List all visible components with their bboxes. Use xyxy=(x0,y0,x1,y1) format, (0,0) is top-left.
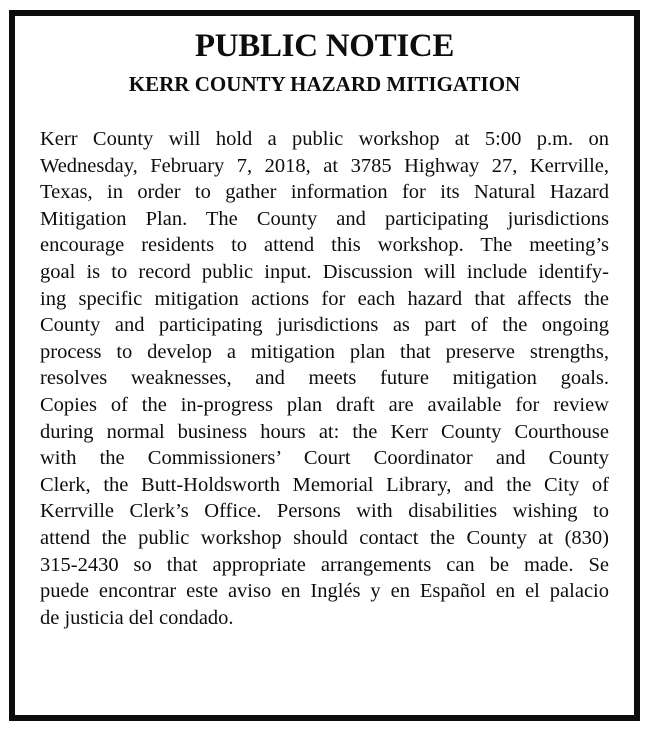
notice-body-line: goal is to record public input. Discussion will include identify- xyxy=(40,260,609,283)
notice-body-line: process to develop a mitigation plan that preserve strengths, xyxy=(40,340,609,363)
notice-body-line: during normal business hours at: the Kerr County Courthouse xyxy=(40,420,609,443)
notice-body-line: Kerr County will hold a public workshop at 5:00 p.m. on xyxy=(40,128,609,150)
notice-body-line: puede encontrar este aviso en Inglés y en Español en el palacio xyxy=(40,580,609,603)
notice-body-line: de justicia del condado. xyxy=(40,606,234,629)
public-notice-box xyxy=(9,10,640,721)
notice-body-line: encourage residents to attend this workshop. The meeting’s xyxy=(40,234,609,257)
notice-body-line: Kerrville Clerk’s Office. Persons with disabilities wishing to xyxy=(40,500,609,523)
notice-body-line: Clerk, the Butt-Holdsworth Memorial Library, and the City of xyxy=(40,473,609,496)
notice-body-line: Texas, in order to gather information for its Natural Hazard xyxy=(40,181,609,204)
notice-subtitle: KERR COUNTY HAZARD MITIGATION xyxy=(128,72,521,96)
notice-body-line: ing specific mitigation actions for each hazard that affects the xyxy=(40,287,609,310)
notice-body-line: attend the public workshop should contact the County at (830) xyxy=(40,526,609,549)
notice-body-line: 315-2430 so that appropriate arrangements can be made. Se xyxy=(40,553,609,576)
notice-body-line: Mitigation Plan. The County and participating jurisdictions xyxy=(40,207,609,230)
notice-body-line: resolves weaknesses, and meets future mitigation goals. xyxy=(40,367,609,390)
notice-body-line: Wednesday, February 7, 2018, at 3785 Highway 27, Kerrville, xyxy=(40,154,609,177)
notice-body-line: with the Commissioners’ Court Coordinator and County xyxy=(40,447,609,470)
notice-title: PUBLIC NOTICE xyxy=(194,28,455,64)
notice-body-line: County and participating jurisdictions as part of the ongoing xyxy=(40,314,609,337)
notice-body-line: Copies of the in-progress plan draft are available for review xyxy=(40,393,609,416)
notice-body xyxy=(40,126,609,631)
